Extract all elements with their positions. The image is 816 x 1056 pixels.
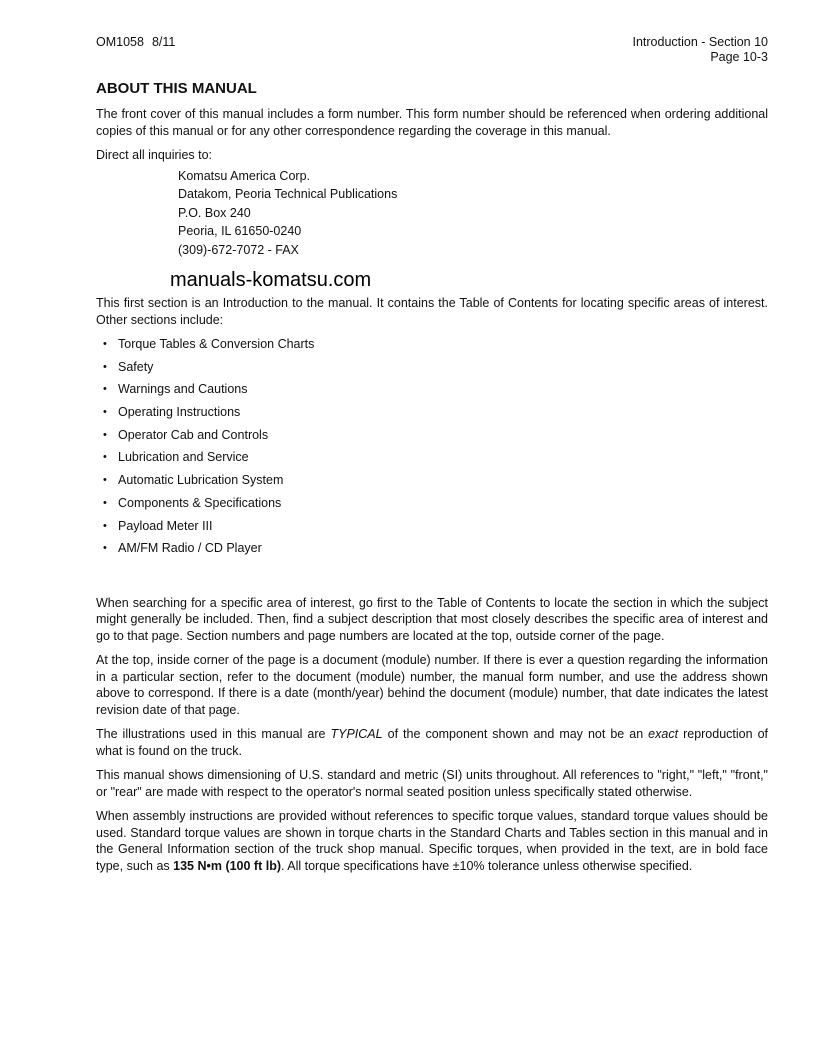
list-item: • Operator Cab and Controls (96, 427, 768, 444)
page-header-right (633, 35, 769, 65)
paragraph-searching: When searching for a specific area of interest, go first to the Table of Contents to locate the section in which the subject might generally be included. Then, find a subject description that most closely describes the specific area of interest and go to that page. Section numbers and page numbers are located at the top, outside corner of the page. (96, 595, 768, 643)
paragraph-introduction: This first section is an Introduction to the manual. It contains the Table of Contents for locating specific areas of interest. Other sections include: (96, 296, 768, 327)
list-item: • Components & Specifications (96, 495, 768, 512)
address-line: Komatsu America Corp. (178, 168, 310, 183)
revision-date: 8/11 (151, 35, 176, 49)
address-line: Peoria, IL 61650-0240 (178, 224, 302, 238)
inquiries-label: Direct all inquiries to: (96, 148, 213, 162)
list-item: • Lubrication and Service (96, 449, 768, 466)
watermark: manuals-komatsu.com (170, 269, 372, 291)
address-line: Datakom, Peoria Technical Publications (178, 187, 398, 201)
page-title: ABOUT THIS MANUAL (96, 80, 257, 97)
list-item: • Payload Meter III (96, 518, 768, 535)
page-header-left (96, 35, 175, 50)
list-item: • Automatic Lubrication System (96, 472, 768, 489)
emphasis-exact: exact (648, 727, 679, 742)
paragraph-torque: When assembly instructions are provided without references to specific torque values, standard torque values should be used. Standard torque values are shown in torque charts in the Standard Charts and Tables section in this manual and in the General Information section of the truck shop manual. Specific torques, when provided in the text, are in bold face type, such as 135 N•m (100 ft lb). All torque specifications have ±10% tolerance unless otherwise specified. (96, 809, 768, 873)
paragraph-document-number: At the top, inside corner of the page is a document (module) number. If there is ever a question regarding the information in a particular section, refer to the document (module) number, the manual form number, and use the address shown above to correspond. If there is a date (month/year) behind the document (module) number, that date indicates the latest revision date of that page. (96, 653, 768, 717)
document-number: OM1058 (96, 35, 144, 49)
list-item: • Safety (96, 359, 768, 376)
section-list (96, 336, 768, 557)
section-label: Introduction - Section 10 (632, 35, 768, 49)
paragraph-form-number: The front cover of this manual includes a form number. This form number should be referenced when ordering additional copies of this manual or for any other correspondence regarding the coverage in this manual. (96, 107, 768, 138)
list-item: • Operating Instructions (96, 404, 768, 421)
address-line: (309)-672-7072 - FAX (178, 242, 299, 257)
page-number: Page 10-3 (710, 50, 768, 64)
torque-example: 135 N•m (100 ft lb) (173, 858, 282, 873)
emphasis-typical: TYPICAL (330, 727, 383, 742)
address-line: P.O. Box 240 (178, 205, 251, 220)
list-item: • AM/FM Radio / CD Player (96, 540, 768, 557)
mailing-address (178, 167, 768, 260)
list-item: • Warnings and Cautions (96, 381, 768, 398)
paragraph-illustrations: The illustrations used in this manual are TYPICAL of the component shown and may not be an exact reproduction of what is found on the truck. (96, 727, 768, 758)
page-content (96, 80, 768, 882)
paragraph-units: This manual shows dimensioning of U.S. standard and metric (SI) units throughout. All references to "right," "left," "front," or "rear" are made with respect to the operator's normal seated position unless specifically stated otherwise. (96, 768, 768, 799)
list-item: • Torque Tables & Conversion Charts (96, 336, 768, 353)
